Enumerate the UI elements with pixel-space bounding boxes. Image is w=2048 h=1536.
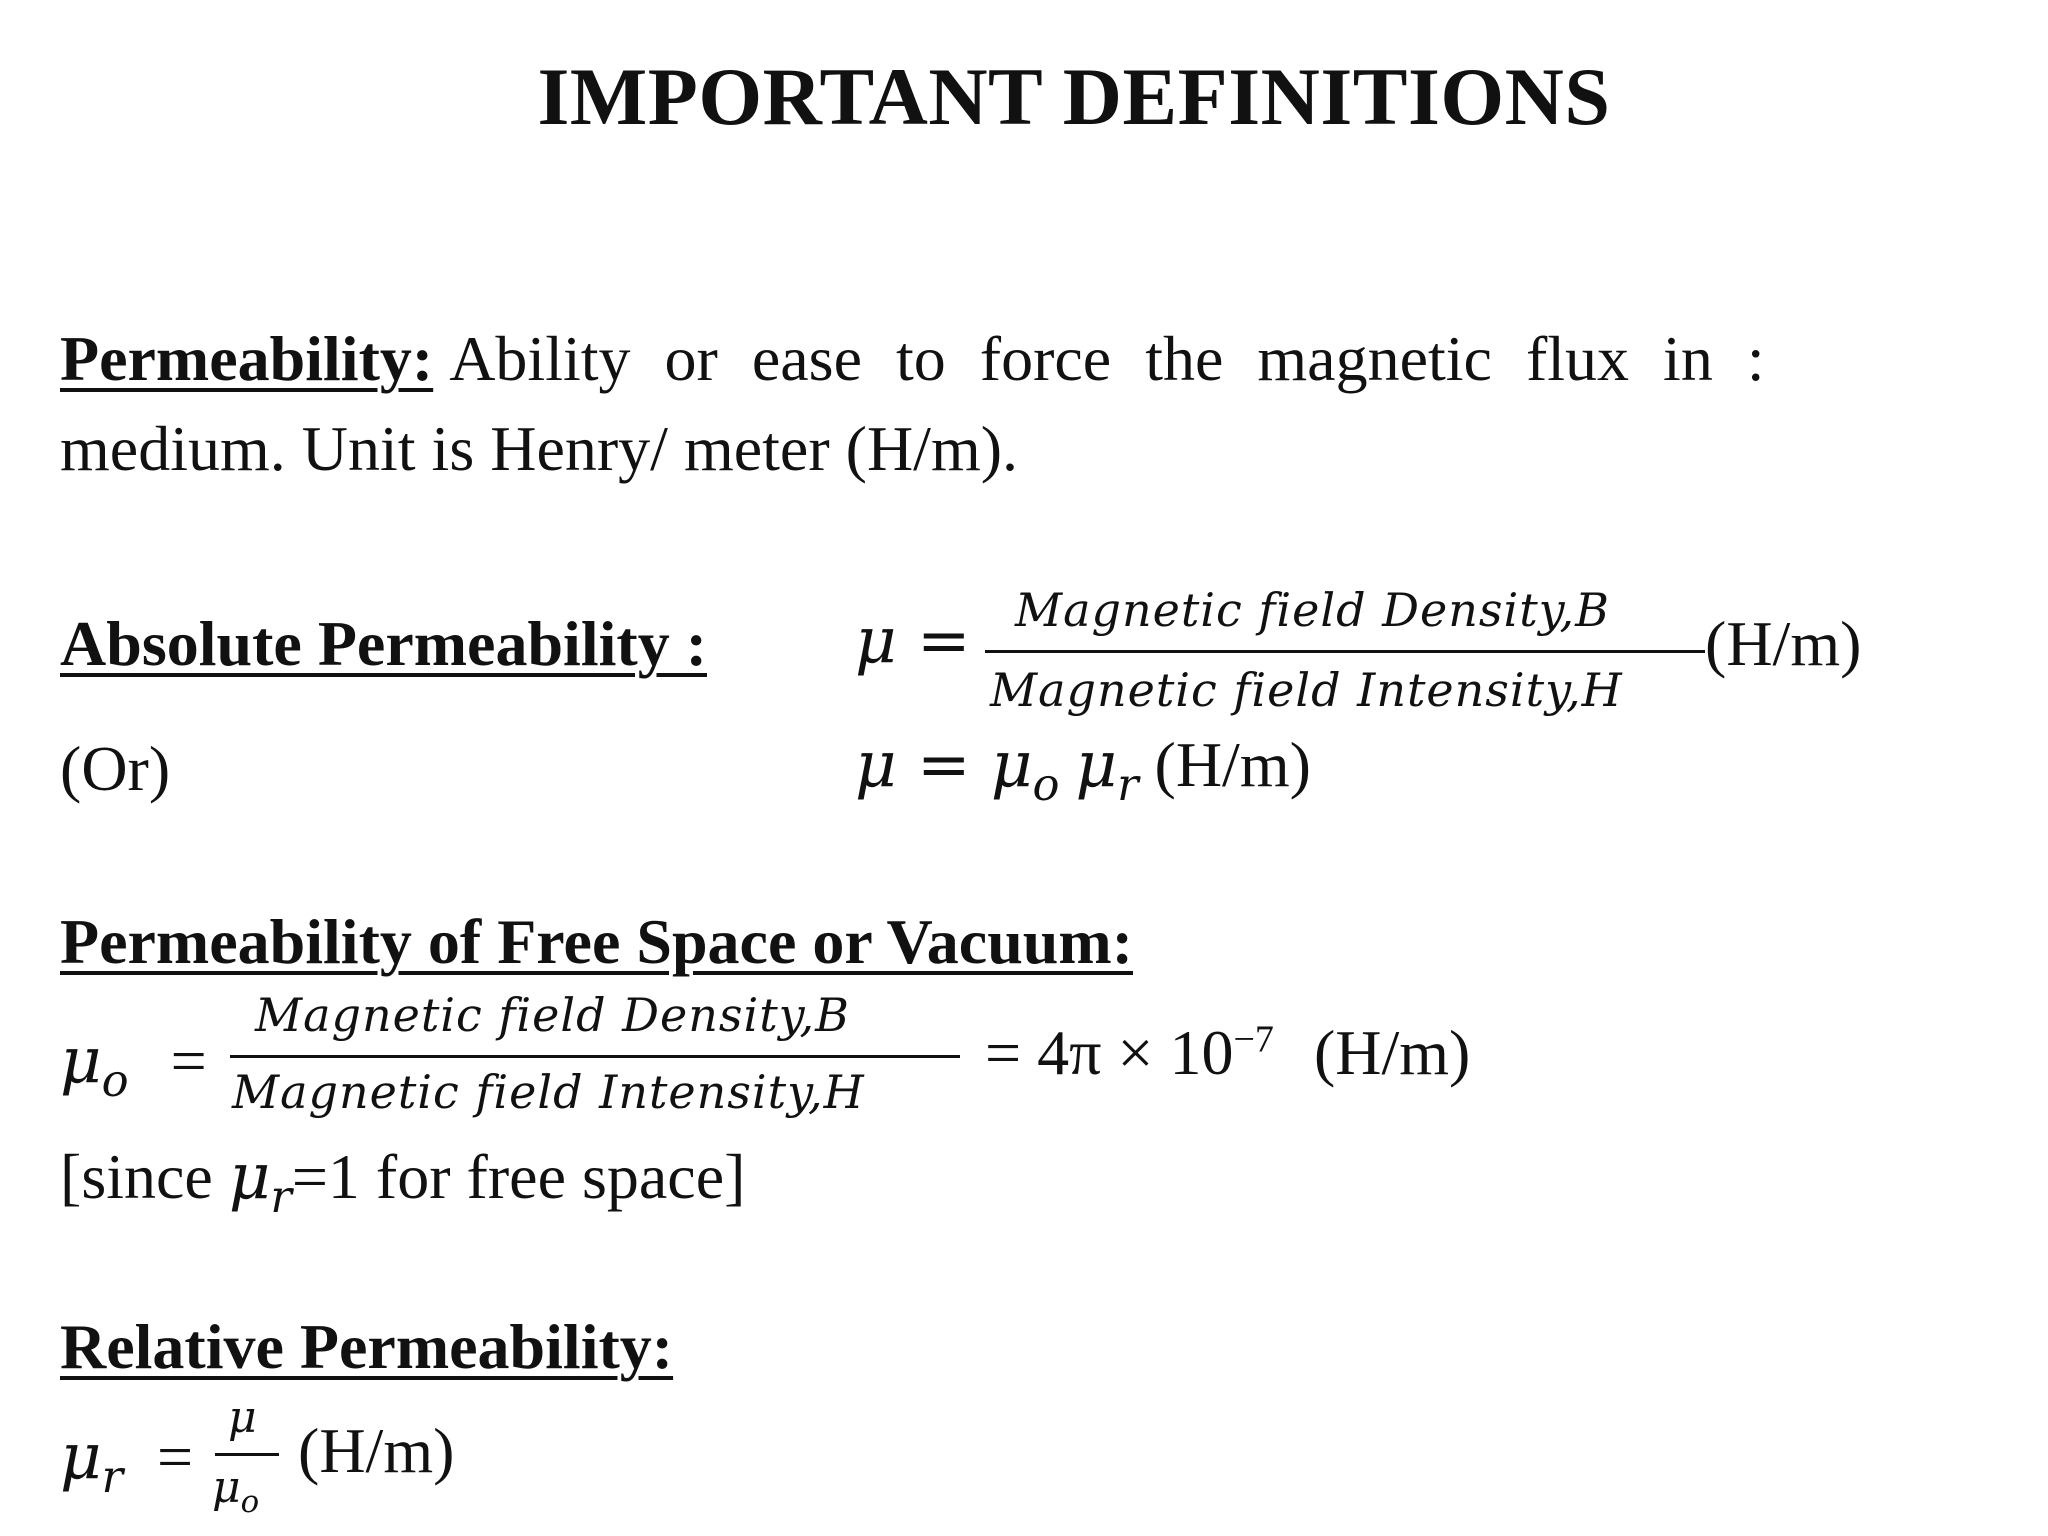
alt-sub-o: o xyxy=(1032,757,1060,811)
absolute-unit: (H/m) xyxy=(1705,608,1862,679)
free-space-mu: μ xyxy=(60,1024,102,1098)
permeability-heading: Permeability: xyxy=(60,323,434,394)
since-prefix: [since xyxy=(60,1141,229,1212)
relative-den-mu: μ xyxy=(212,1462,241,1513)
absolute-permeability-lhs: μ = xyxy=(855,604,971,678)
permeability-definition-line1 xyxy=(60,322,1765,396)
relative-lhs xyxy=(60,1420,193,1503)
since-mu: μ xyxy=(228,1140,271,1214)
relative-sub-r: r xyxy=(101,1449,124,1503)
alt-unit: (H/m) xyxy=(1154,729,1311,800)
absolute-denominator: Magnetic field Intensity,H xyxy=(990,663,1623,717)
free-space-equals: = xyxy=(170,1025,207,1096)
free-space-exponent: −7 xyxy=(1233,1018,1274,1061)
since-sub-r: r xyxy=(270,1169,292,1223)
free-space-denominator: Magnetic field Intensity,H xyxy=(232,1065,865,1119)
or-label: (Or) xyxy=(60,733,171,804)
free-space-value xyxy=(985,1016,1470,1090)
relative-unit: (H/m) xyxy=(298,1415,455,1486)
alt-sub-r: r xyxy=(1117,757,1139,811)
relative-equals: = xyxy=(157,1421,194,1492)
free-space-fraction-bar xyxy=(230,1055,960,1058)
alt-lhs: μ = μ xyxy=(855,728,1033,802)
relative-mu: μ xyxy=(60,1420,102,1494)
absolute-alt-equation xyxy=(855,728,1311,811)
permeability-definition-text: Ability or ease to force the magnetic flux in : xyxy=(449,323,1765,394)
free-space-heading: Permeability of Free Space or Vacuum: xyxy=(60,906,1133,977)
permeability-definition-line2: medium. Unit is Henry/ meter (H/m). xyxy=(60,413,1019,484)
alt-mu-r: μ xyxy=(1075,728,1118,802)
relative-fraction-bar xyxy=(215,1453,279,1456)
free-space-value-prefix: = 4π × 10 xyxy=(985,1017,1234,1088)
absolute-numerator: Magnetic field Density,B xyxy=(1015,583,1610,637)
relative-numerator: μ xyxy=(228,1392,257,1443)
since-suffix: =1 for free space] xyxy=(291,1141,746,1212)
free-space-unit: (H/m) xyxy=(1313,1017,1471,1088)
free-space-sub-o: o xyxy=(101,1053,129,1107)
relative-den-sub-o: o xyxy=(240,1483,260,1520)
relative-denominator xyxy=(212,1462,259,1520)
relative-permeability-heading: Relative Permeability: xyxy=(60,1311,674,1382)
absolute-fraction-bar xyxy=(985,650,1705,653)
page-title: IMPORTANT DEFINITIONS xyxy=(537,51,1611,142)
since-note xyxy=(60,1140,745,1223)
free-space-lhs xyxy=(60,1024,207,1107)
absolute-permeability-heading: Absolute Permeability : xyxy=(60,608,707,679)
free-space-numerator: Magnetic field Density,B xyxy=(255,988,850,1042)
